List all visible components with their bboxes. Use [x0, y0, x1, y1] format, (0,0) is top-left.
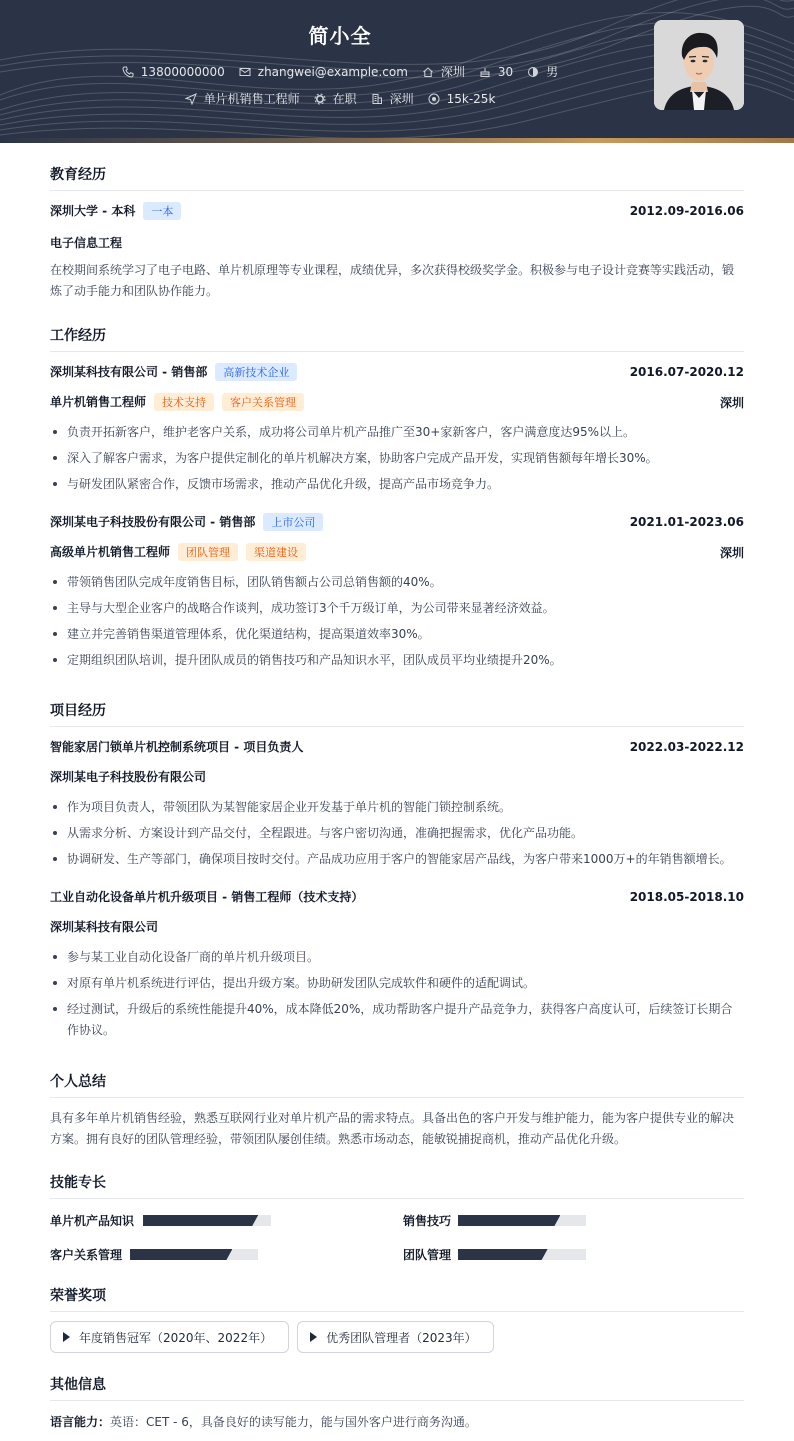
education-description: 在校期间系统学习了电子电路、单片机原理等专业课程，成绩优异，多次获得校级奖学金。积极参与电子设计竞赛等实践活动，锻炼了动手能力和团队协作能力。 — [50, 263, 735, 298]
list-item: 主导与大型企业客户的战略合作谈判，成功签订3个千万级订单，为公司带来显著经济效益。 — [50, 598, 744, 619]
award-text: 年度销售冠军（2020年、2022年） — [79, 1330, 273, 1345]
gender-info — [527, 63, 558, 80]
job-1-date: 2016.07-2020.12 — [629, 365, 744, 379]
status-info — [314, 90, 357, 107]
list-item: 从需求分析、方案设计到产品交付，全程跟进。与客户密切沟通，准确把握需求，优化产品功能。 — [50, 823, 744, 844]
list-item: 带领销售团队完成年度销售目标，团队销售额占公司总销售额的40%。 — [50, 572, 744, 593]
skill-bar — [143, 1215, 271, 1226]
awards-section — [50, 1285, 744, 1312]
list-item: 建立并完善销售渠道管理体系，优化渠道结构，提高渠道效率30%。 — [50, 624, 744, 645]
status-text: 在职 — [332, 92, 357, 106]
skills-section — [50, 1172, 744, 1199]
projects-section — [50, 700, 744, 727]
skill-item — [403, 1246, 586, 1263]
job-2-company-tag: 上市公司 — [263, 513, 323, 531]
job-1-position: 单片机销售工程师 — [50, 395, 147, 409]
job-1-company: 深圳某科技有限公司 - 销售部 — [50, 365, 208, 379]
project-2-org: 深圳某科技有限公司 — [50, 920, 159, 934]
avatar — [654, 20, 744, 110]
age-text: 30 — [497, 64, 514, 79]
project-1-org: 深圳某电子科技股份有限公司 — [50, 770, 207, 784]
skill-item — [50, 1246, 258, 1263]
list-item: 深入了解客户需求，为客户提供定制化的单片机解决方案，协助客户完成产品开发，实现销售额每年增长30%。 — [50, 448, 744, 469]
job-2-position-row — [50, 543, 744, 561]
section-title-other: 其他信息 — [50, 1374, 744, 1401]
project-1-header-row — [50, 738, 744, 755]
skill-name: 单片机产品知识 — [50, 1214, 135, 1228]
phone-info — [122, 65, 225, 79]
other-text: 英语：CET - 6，具备良好的读写能力，能与国外客户进行商务沟通。 — [110, 1415, 477, 1429]
skill-bar-fill — [130, 1249, 232, 1260]
gender-icon — [527, 66, 539, 78]
job-1-position-line — [50, 393, 304, 411]
list-item: 与研发团队紧密合作，反馈市场需求，推动产品优化升级，提高产品市场竞争力。 — [50, 474, 744, 495]
target-city-text: 深圳 — [389, 92, 414, 106]
portrait-photo — [654, 20, 744, 110]
status-gear-icon — [314, 93, 326, 105]
mail-icon — [239, 66, 251, 78]
list-item: 参与某工业自动化设备厂商的单片机升级项目。 — [50, 947, 744, 968]
project-1-date: 2022.03-2022.12 — [629, 739, 744, 754]
play-icon — [63, 1332, 70, 1342]
skill-bar-fill — [458, 1249, 548, 1260]
summary-text: 具有多年单片机销售经验，熟悉互联网行业对单片机产品的需求特点。具备出色的客户开发与维护能力，能为客户提供专业的解决方案。拥有良好的团队管理经验，带领团队屡创佳绩。熟悉市场动态，能敏锐捕捉商机，推动产品优化升级。 — [50, 1111, 735, 1146]
project-1-bullets — [50, 797, 744, 875]
education-header-row — [50, 202, 744, 220]
header-accent-bar — [0, 138, 794, 143]
age-info — [479, 65, 513, 79]
job-1-tag-1: 技术支持 — [154, 393, 214, 411]
skill-bar-fill — [458, 1215, 560, 1226]
building-icon — [371, 93, 383, 105]
education-major: 电子信息工程 — [50, 236, 123, 250]
section-title-education: 教育经历 — [50, 164, 744, 191]
skill-bar — [130, 1249, 258, 1260]
project-2-header-row — [50, 888, 744, 905]
award-text: 优秀团队管理者（2023年） — [326, 1330, 477, 1345]
project-2-bullets — [50, 947, 744, 1046]
education-section — [50, 164, 744, 191]
home-icon — [422, 66, 434, 78]
skill-item — [403, 1212, 586, 1229]
section-title-awards: 荣誉奖项 — [50, 1285, 744, 1312]
list-item: 作为项目负责人，带领团队为某智能家居企业开发基于单片机的智能门锁控制系统。 — [50, 797, 744, 818]
job-title-info — [185, 90, 300, 107]
salary-text: 15k-25k — [446, 91, 496, 106]
list-item: 协调研发、生产等部门，确保项目按时交付。产品成功应用于客户的智能家居产品线，为客户带来1000万+的年销售额增长。 — [50, 849, 744, 870]
phone-text: 13800000000 — [140, 64, 225, 79]
send-icon — [185, 93, 197, 105]
job-2-date: 2021.01-2023.06 — [629, 515, 744, 529]
project-2-date: 2018.05-2018.10 — [629, 889, 744, 904]
awards-list — [50, 1321, 502, 1353]
job-1-position-row — [50, 393, 744, 411]
phone-icon — [122, 66, 134, 78]
money-icon — [428, 93, 440, 105]
target-city-info — [371, 90, 414, 107]
location-info — [422, 63, 465, 80]
summary-section — [50, 1071, 744, 1098]
skill-name: 销售技巧 — [403, 1214, 452, 1228]
section-title-projects: 项目经历 — [50, 700, 744, 727]
project-2-name: 工业自动化设备单片机升级项目 - 销售工程师（技术支持） — [50, 890, 364, 904]
job-2-position-line — [50, 543, 306, 561]
project-1-name: 智能家居门锁单片机控制系统项目 - 项目负责人 — [50, 740, 304, 754]
job-1-city: 深圳 — [719, 395, 744, 410]
email-text: zhangwei@example.com — [257, 64, 408, 79]
job-2-header-row — [50, 513, 744, 531]
job-2-tag-2: 渠道建设 — [246, 543, 306, 561]
job-2-bullets — [50, 572, 744, 676]
email-info — [239, 65, 408, 79]
cake-icon — [479, 66, 491, 78]
education-school-line — [50, 202, 181, 220]
section-title-skills: 技能专长 — [50, 1172, 744, 1199]
skill-name: 客户关系管理 — [50, 1248, 123, 1262]
play-icon — [310, 1332, 317, 1342]
work-section — [50, 325, 744, 352]
job-1-company-tag: 高新技术企业 — [215, 363, 297, 381]
job-2-tag-1: 团队管理 — [178, 543, 238, 561]
skill-bar — [458, 1249, 586, 1260]
list-item: 对原有单片机系统进行评估，提出升级方案。协助研发团队完成软件和硬件的适配调试。 — [50, 973, 744, 994]
section-title-summary: 个人总结 — [50, 1071, 744, 1098]
candidate-name: 简小全 — [308, 24, 372, 48]
education-tag: 一本 — [143, 202, 181, 220]
list-item: 负责开拓新客户，维护老客户关系，成功将公司单片机产品推广至30+家新客户，客户满意度达95%以上。 — [50, 422, 744, 443]
contact-info-row — [0, 63, 680, 80]
list-item: 定期组织团队培训，提升团队成员的销售技巧和产品知识水平，团队成员平均业绩提升20%。 — [50, 650, 744, 671]
education-date: 2012.09-2016.06 — [629, 204, 744, 218]
gender-text: 男 — [546, 65, 559, 79]
location-text: 深圳 — [440, 65, 465, 79]
other-info-line — [50, 1413, 744, 1430]
job-2-position: 高级单片机销售工程师 — [50, 545, 171, 559]
job-2-company: 深圳某电子科技股份有限公司 - 销售部 — [50, 515, 256, 529]
job-title-text: 单片机销售工程师 — [203, 92, 300, 106]
other-label: 语言能力： — [50, 1415, 111, 1429]
job-2-company-line — [50, 513, 323, 531]
job-1-tag-2: 客户关系管理 — [222, 393, 304, 411]
skill-name: 团队管理 — [403, 1248, 452, 1262]
job-1-header-row — [50, 363, 744, 381]
job-2-city: 深圳 — [719, 545, 744, 560]
section-title-work: 工作经历 — [50, 325, 744, 352]
award-item[interactable] — [297, 1321, 494, 1353]
skill-bar-fill — [143, 1215, 258, 1226]
award-item[interactable] — [50, 1321, 289, 1353]
list-item: 经过测试，升级后的系统性能提升40%，成本降低20%，成功帮助客户提升产品竞争力，获得客户高度认可，后续签订长期合作协议。 — [50, 999, 744, 1041]
job-1-company-line — [50, 363, 297, 381]
job-1-bullets — [50, 422, 744, 500]
other-section — [50, 1374, 744, 1401]
skill-bar — [458, 1215, 586, 1226]
resume-header — [0, 0, 794, 138]
skill-item — [50, 1212, 271, 1229]
education-school: 深圳大学 - 本科 — [50, 204, 136, 218]
salary-info — [428, 92, 496, 106]
job-intent-row — [0, 90, 680, 107]
